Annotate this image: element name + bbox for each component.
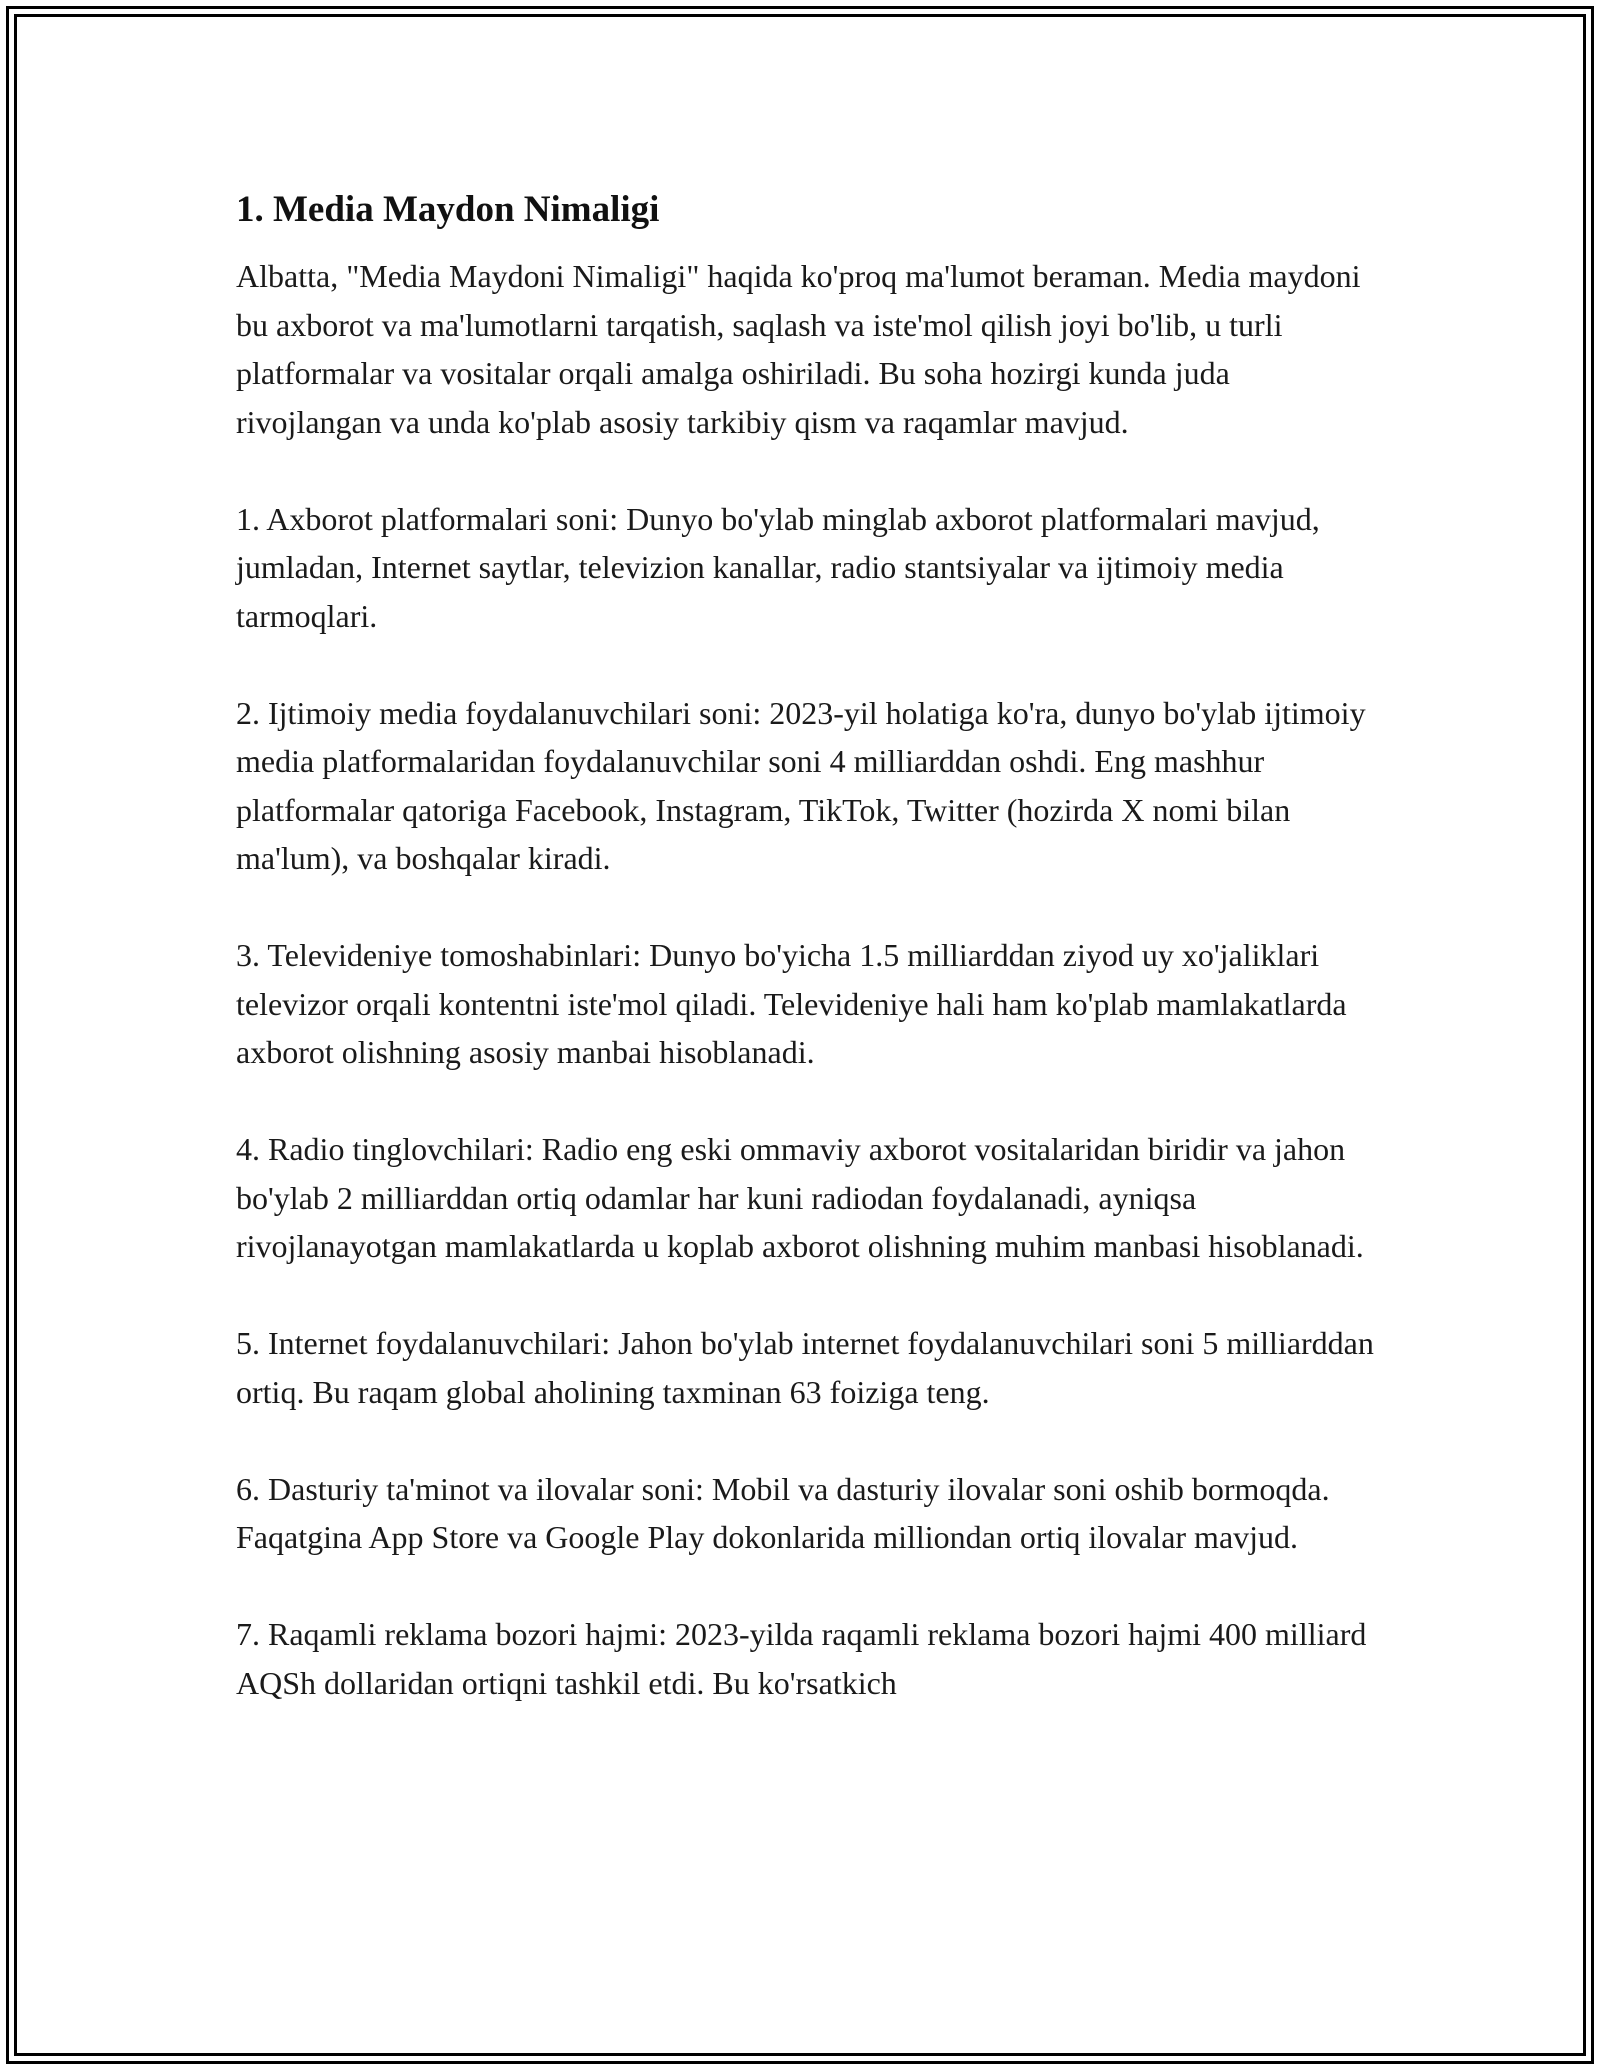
list-item-paragraph: 1. Axborot platformalari soni: Dunyo bo'ylab minglab axborot platformalari mavjud, jumladan, Internet saytlar, televizion kanallar, radio stantsiyalar va ijtimoiy media tarmoqlari. xyxy=(236,500,1320,634)
document-body xyxy=(236,186,1376,1756)
list-item-paragraph: 3. Televideniye tomoshabinlari: Dunyo bo'yicha 1.5 milliarddan ziyod uy xo'jaliklari televizor orqali kontentni iste'mol qiladi. Televideniye hali ham ko'plab mamlakatlarda axborot olishning asosiy manbai hisoblanadi. xyxy=(236,937,1347,1070)
list-item-paragraph: 6. Dasturiy ta'minot va ilovalar soni: Mobil va dasturiy ilovalar soni oshib bormoqda. Faqatgina App Store va Google Play dokonlarida milliondan ortiq ilovalar mavjud. xyxy=(236,1470,1330,1555)
list-item-paragraph: 5. Internet foydalanuvchilari: Jahon bo'ylab internet foydalanuvchilari soni 5 milliarddan ortiq. Bu raqam global aholining taxminan 63 foiziga teng. xyxy=(236,1325,1374,1410)
list-item-paragraph: 7. Raqamli reklama bozori hajmi: 2023-yilda raqamli reklama bozori hajmi 400 milliard AQSh dollaridan ortiqni tashkil etdi. Bu ko'rsatkich xyxy=(236,1616,1367,1701)
list-item-paragraph: 2. Ijtimoiy media foydalanuvchilari soni: 2023-yil holatiga ko'ra, dunyo bo'ylab ijtimoiy media platformalaridan foydalanuvchilar soni 4 milliarddan oshdi. Eng mashhur platformalar qatoriga Facebook, Instagram, TikTok, Twitter (hozirda X nomi bilan ma'lum), va boshqalar kiradi. xyxy=(236,694,1366,876)
document-title: 1. Media Maydon Nimaligi xyxy=(236,189,660,230)
intro-paragraph: Albatta, "Media Maydoni Nimaligi" haqida ko'proq ma'lumot beraman. Media maydoni bu axborot va ma'lumotlarni tarqatish, saqlash va iste'mol qilish joyi bo'lib, u turli platformalar va vositalar orqali amalga oshiriladi. Bu soha hozirgi kunda juda rivojlangan va unda ko'plab asosiy tarkibiy qism va raqamlar mavjud. xyxy=(236,258,1361,440)
list-item-paragraph: 4. Radio tinglovchilari: Radio eng eski ommaviy axborot vositalaridan biridir va jahon bo'ylab 2 milliarddan ortiq odamlar har kuni radiodan foydalanadi, ayniqsa rivojlanayotgan mamlakatlarda u koplab axborot olishning muhim manbasi hisoblanadi. xyxy=(236,1131,1364,1264)
